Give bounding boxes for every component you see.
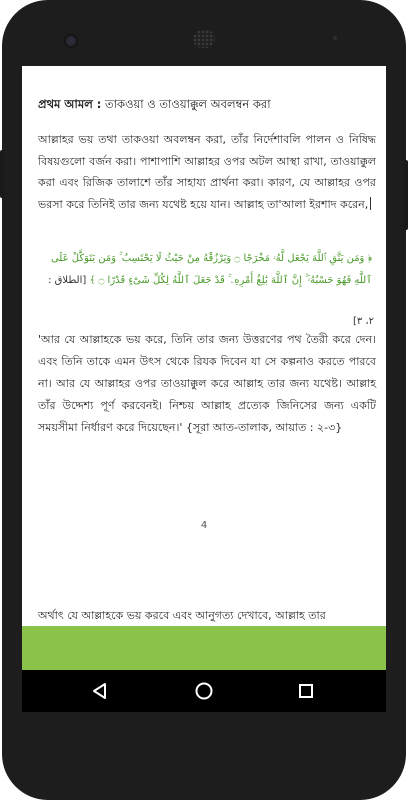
- paragraph-intro: [38, 129, 376, 215]
- triangle-back-icon: [91, 682, 109, 700]
- book-page[interactable]: [22, 66, 386, 626]
- next-page-preview: অর্থাৎ যে আল্লাহকে ভয় করবে এবং আনুগত্য দেখাবে, আল্লাহ তার: [38, 609, 326, 622]
- verse-numbers: ٢، ٣]: [352, 316, 374, 327]
- heading-bold: প্রথম আমল :: [38, 97, 102, 111]
- proximity-sensor: [333, 36, 337, 40]
- navigation-bar: [22, 670, 386, 712]
- back-button[interactable]: [70, 670, 130, 712]
- quran-reference: [الطلاق :: [48, 275, 87, 286]
- paragraph-intro-text: আল্লাহর ভয় তথা তাকওয়া অবলম্বন করা, তাঁর নির্দেশাবলি পালন ও নিষিদ্ধ বিষয়গুলো বর্জন করা। পাশাপাশি আল্লাহর ওপর অটল আস্থা রাখা, তাওয়াক্কুল করা এবং রিজিক তালাশে তাঁর সাহায্য প্রার্থনা করা। কারণ, যে আল্লাহর ওপর ভরসা করে তিনিই তার জন্য যথেষ্ট হয়ে যান। আল্লাহ তা'আলা ইরশাদ করেন,: [38, 133, 376, 211]
- page-number: 4: [200, 520, 208, 531]
- square-recent-icon: [297, 682, 315, 700]
- volume-button: [0, 150, 4, 198]
- reader-screen[interactable]: [22, 66, 386, 670]
- circle-home-icon: [194, 681, 214, 701]
- heading-title: তাকওয়া ও তাওয়াক্কুল অবলম্বন করা: [101, 97, 271, 111]
- text-cursor: [370, 197, 371, 210]
- section-heading: [38, 96, 271, 115]
- quran-verse-text: ﴿ وَمَن يَتَّقِ ٱللَّهَ يَجْعَل لَّهُۥ مَخْرَجًا ۝ وَيَرْزُقْهُ مِنْ حَيْثُ لَا يَحْتَسِبُ ۚ وَمَن يَتَوَكَّلْ عَلَى ٱللَّهِ فَهُوَ حَسْبُهُۥٓ ۚ إِنَّ ٱللَّهَ بَٰلِغُ أَمْرِهِۦ ۚ قَدْ جَعَلَ ٱللَّهُ لِكُلِّ شَىْءٍ قَدْرًا ۝ ﴾: [50, 253, 372, 286]
- recent-apps-button[interactable]: [276, 670, 336, 712]
- earpiece-speaker: [193, 30, 215, 48]
- front-camera: [64, 34, 78, 48]
- quran-verse: [36, 248, 372, 292]
- paragraph-translation: 'আর যে আল্লাহকে ভয় করে, তিনি তার জন্য উত্তরণের পথ তৈরী করে দেন। এবং তিনি তাকে এমন উৎস থেকে রিযক দিবেন যা সে কল্পনাও করতে পারবে না। আর যে আল্লাহর ওপর তাওয়াক্কুল করে আল্লাহ তার জন্য যথেষ্ট। আল্লাহ তাঁর উদ্দেশ্য পূর্ণ করবেনই। নিশ্চয় আল্লাহ প্রত্যেক জিনিসের জন্য একটি সময়সীমা নির্ধারণ করে দিয়েছেন।' {সূরা আত-তালাক, আয়াত : ২-৩}: [38, 333, 376, 434]
- home-button[interactable]: [174, 670, 234, 712]
- accent-bar: [22, 626, 386, 670]
- power-button: [404, 160, 408, 230]
